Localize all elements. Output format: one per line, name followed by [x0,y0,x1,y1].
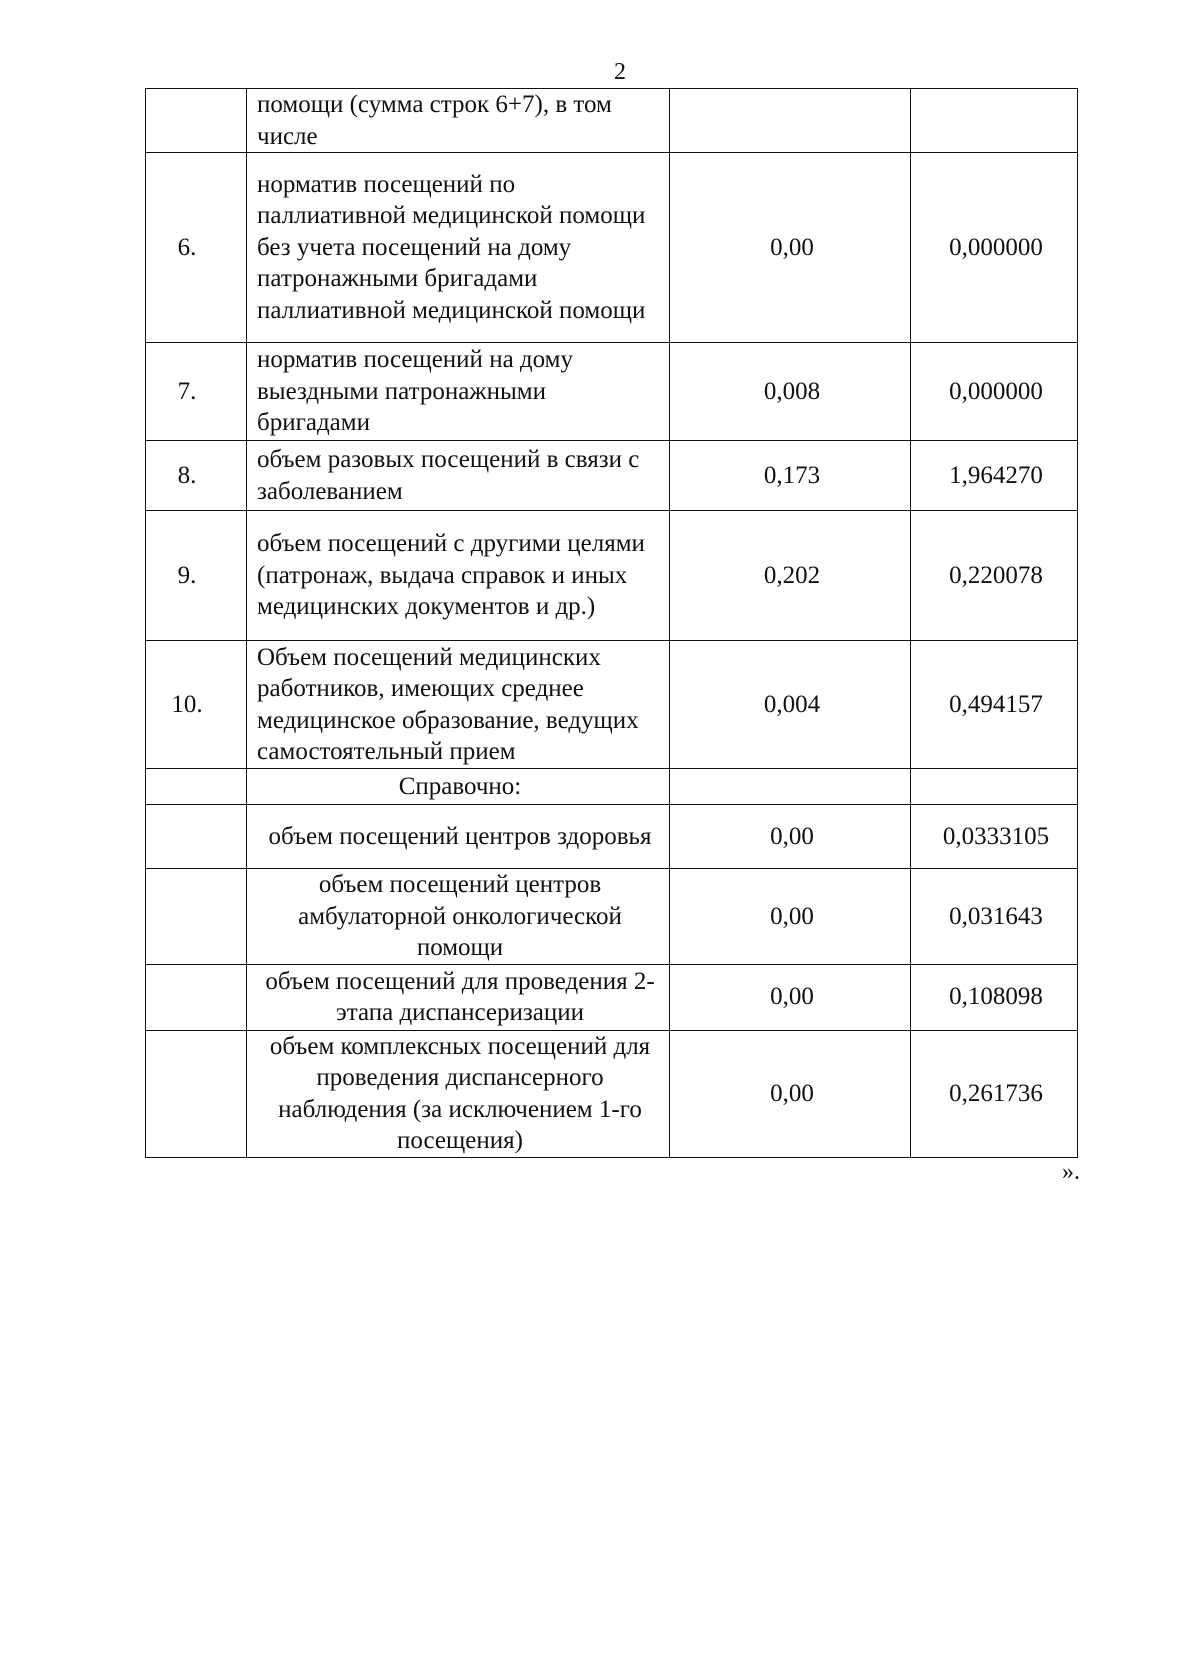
value-col-1: 0,00 [670,153,911,343]
table-row [146,89,1078,153]
row-number: 8. [146,441,247,511]
value-col-2: 0,261736 [911,1030,1078,1157]
row-description: норматив посещений по паллиативной медицинской помощи без учета посещений на дому патронажными бригадами паллиативной медицинской помощи [247,153,670,343]
row-description: объем посещений с другими целями (патронаж, выдача справок и иных медицинских документов и др.) [247,511,670,641]
value-col-1: 0,00 [670,869,911,965]
value-col-2: 0,000000 [911,343,1078,441]
value-col-2: 0,000000 [911,153,1078,343]
value-col-2: 1,964270 [911,441,1078,511]
page-number: 2 [614,59,626,85]
table-row [146,964,1078,1030]
table-row [146,511,1078,641]
reference-heading: Справочно: [247,769,670,805]
row-description: объем посещений центров здоровья [247,805,670,869]
row-number [146,869,247,965]
table-row [146,805,1078,869]
value-col-1: 0,00 [670,964,911,1030]
value-col-2: 0,108098 [911,964,1078,1030]
row-number: 9. [146,511,247,641]
value-col-1: 0,008 [670,343,911,441]
row-description: объем посещений для проведения 2-этапа диспансеризации [247,964,670,1030]
value-col-2: 0,0333105 [911,805,1078,869]
row-number: 10. [146,641,247,769]
value-col-1: 0,004 [670,641,911,769]
row-description: объем разовых посещений в связи с заболеванием [247,441,670,511]
row-description: помощи (сумма строк 6+7), в том числе [247,89,670,153]
table-row [146,1030,1078,1157]
table-row [146,343,1078,441]
value-col-2: 0,220078 [911,511,1078,641]
value-col-2: 0,031643 [911,869,1078,965]
row-description: объем посещений центров амбулаторной онкологической помощи [247,869,670,965]
closing-quote-mark: ». [1062,1159,1080,1185]
value-col-2 [911,769,1078,805]
row-description: норматив посещений на дому выездными патронажными бригадами [247,343,670,441]
row-number [146,805,247,869]
row-description: объем комплексных посещений для проведения диспансерного наблюдения (за исключением 1-го посещения) [247,1030,670,1157]
table-row [146,641,1078,769]
table-row [146,769,1078,805]
row-number [146,769,247,805]
row-description: Объем посещений медицинских работников, имеющих среднее медицинское образование, ведущих самостоятельный прием [247,641,670,769]
row-number [146,89,247,153]
row-number: 7. [146,343,247,441]
table-row [146,869,1078,965]
value-col-1: 0,00 [670,805,911,869]
table-row [146,153,1078,343]
value-col-2: 0,494157 [911,641,1078,769]
value-col-1: 0,202 [670,511,911,641]
row-number: 6. [146,153,247,343]
value-col-1: 0,00 [670,1030,911,1157]
value-col-1 [670,769,911,805]
data-table [145,88,1078,1158]
value-col-1 [670,89,911,153]
row-number [146,964,247,1030]
value-col-1: 0,173 [670,441,911,511]
row-number [146,1030,247,1157]
value-col-2 [911,89,1078,153]
table-row [146,441,1078,511]
